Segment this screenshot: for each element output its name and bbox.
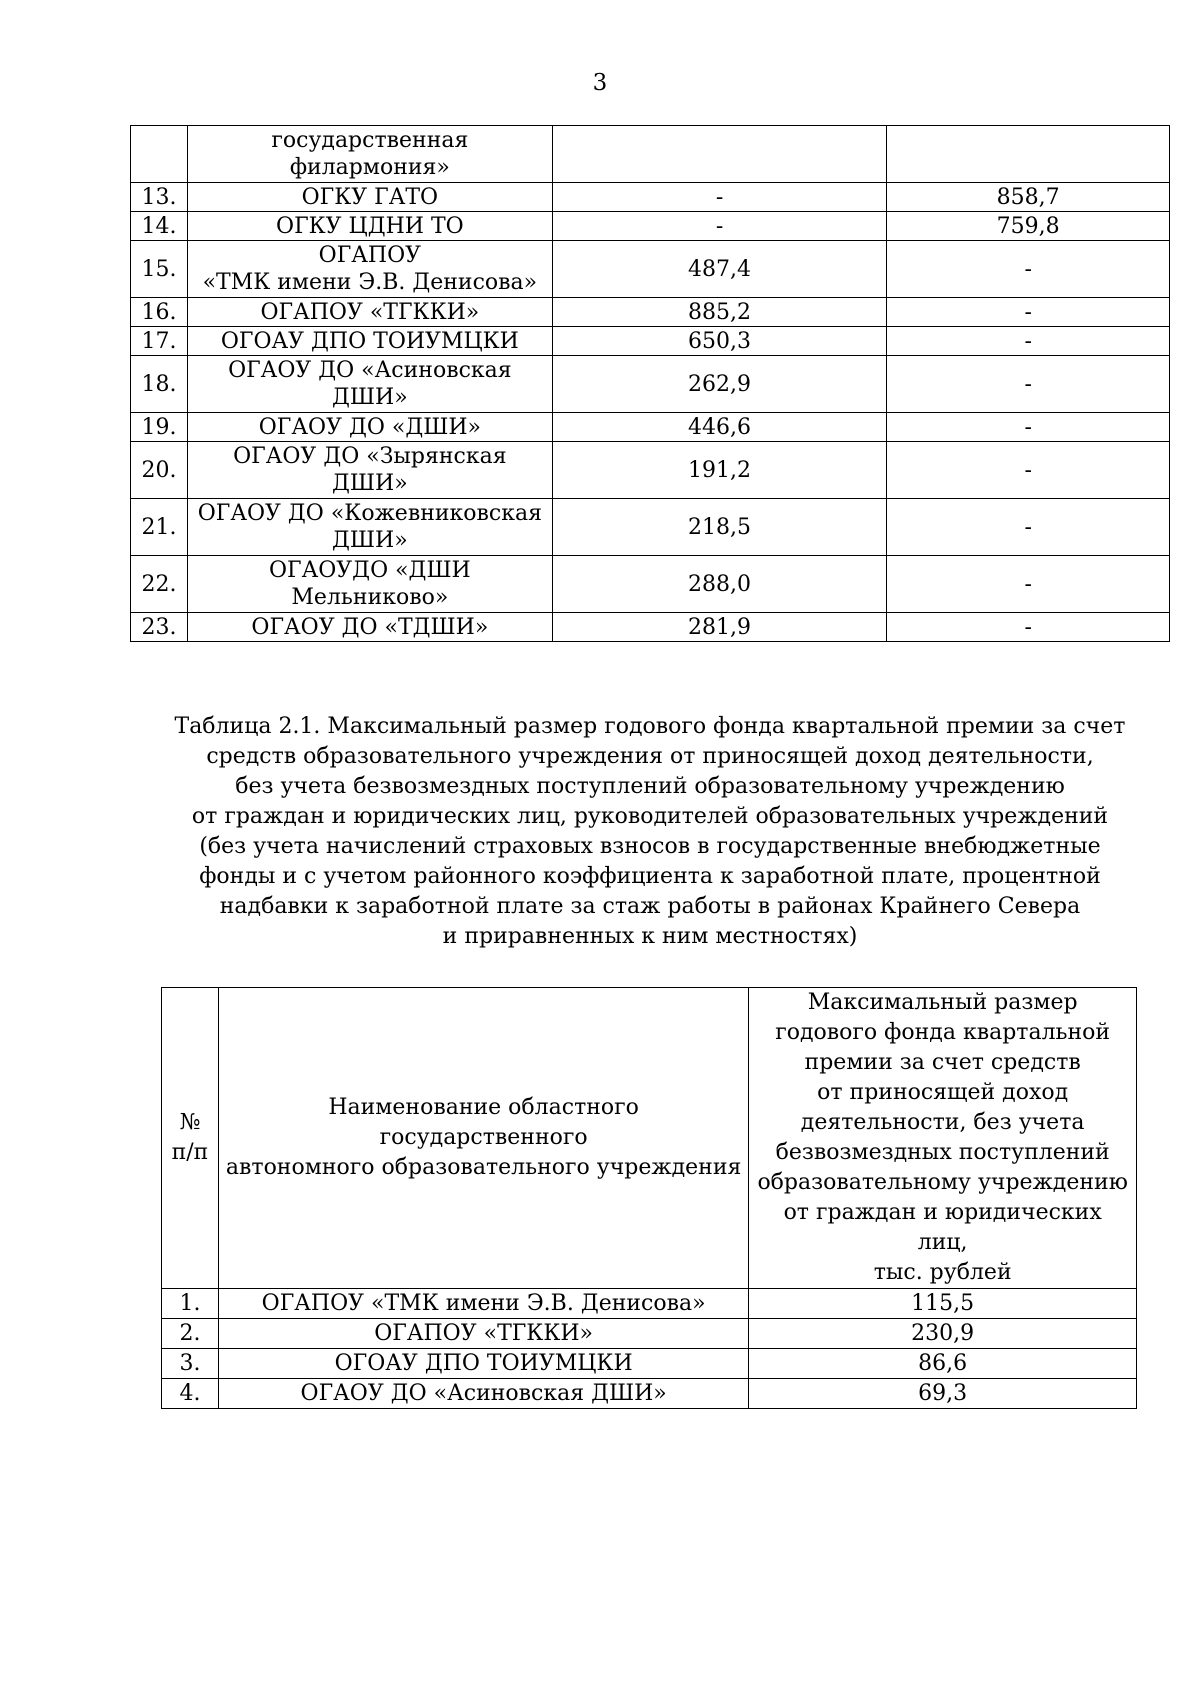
table-row bbox=[162, 1379, 1137, 1409]
row-number: 21. bbox=[131, 499, 188, 556]
institution-name: ОГАПОУ «ТГККИ» bbox=[218, 1319, 748, 1349]
institution-name bbox=[187, 298, 552, 327]
value-col-3: 191,2 bbox=[552, 442, 887, 499]
institution-name-line: ОГКУ ЦДНИ ТО bbox=[276, 213, 464, 239]
institution-name-line: ОГАОУДО «ДШИ bbox=[268, 558, 471, 583]
header-value-line: от граждан и юридических лиц, bbox=[783, 1200, 1102, 1255]
caption-line: средств образовательного учреждения от приносящей доход деятельности, bbox=[206, 744, 1094, 769]
institution-name bbox=[187, 356, 552, 413]
header-value-line: премии за счет средств bbox=[804, 1050, 1081, 1075]
institution-name-line: ОГОАУ ДПО ТОИУМЦКИ bbox=[220, 328, 519, 354]
row-number: 13. bbox=[131, 183, 188, 212]
institution-name-line: ОГАПОУ bbox=[318, 243, 422, 268]
header-value bbox=[749, 988, 1137, 1289]
value-col-3: 218,5 bbox=[552, 499, 887, 556]
institution-name-line: ДШИ» bbox=[332, 528, 408, 553]
value-col-3: 288,0 bbox=[552, 556, 887, 613]
row-number: 1. bbox=[162, 1289, 219, 1319]
institution-name bbox=[187, 442, 552, 499]
table-row bbox=[131, 183, 1170, 212]
bonus-fund-value: 115,5 bbox=[749, 1289, 1137, 1319]
row-number: 14. bbox=[131, 212, 188, 241]
caption-line: Таблица 2.1. Максимальный размер годового фонда квартальной премии за счет bbox=[174, 714, 1126, 739]
value-col-3: 487,4 bbox=[552, 241, 887, 298]
table-row bbox=[162, 1349, 1137, 1379]
row-number: 3. bbox=[162, 1349, 219, 1379]
institution-name bbox=[187, 327, 552, 356]
row-number: 22. bbox=[131, 556, 188, 613]
table-row bbox=[131, 413, 1170, 442]
institution-name bbox=[187, 613, 552, 642]
value-col-4: - bbox=[887, 613, 1170, 642]
header-value-line: деятельности, без учета bbox=[800, 1110, 1085, 1135]
row-number: 18. bbox=[131, 356, 188, 413]
value-col-3: 281,9 bbox=[552, 613, 887, 642]
institution-name-line: ДШИ» bbox=[332, 385, 408, 410]
value-col-3: 446,6 bbox=[552, 413, 887, 442]
institution-name bbox=[187, 499, 552, 556]
caption-line: надбавки к заработной плате за стаж работы в районах Крайнего Севера bbox=[219, 894, 1081, 919]
institution-name-line: ДШИ» bbox=[332, 471, 408, 496]
value-col-3: - bbox=[552, 212, 887, 241]
table-header-row bbox=[162, 988, 1137, 1289]
institution-name-line: ОГАОУ ДО «Зырянская bbox=[233, 444, 507, 469]
row-number: 20. bbox=[131, 442, 188, 499]
header-name-line: Наименование областного государственного bbox=[328, 1095, 639, 1150]
caption-line: и приравненных к ним местностях) bbox=[442, 924, 858, 949]
institution-name-line: филармония» bbox=[289, 155, 450, 180]
header-name bbox=[218, 988, 748, 1289]
row-number: 2. bbox=[162, 1319, 219, 1349]
bonus-fund-value: 69,3 bbox=[749, 1379, 1137, 1409]
quarterly-bonus-fund-table bbox=[161, 987, 1137, 1409]
value-col-4 bbox=[887, 126, 1170, 183]
value-col-4: - bbox=[887, 413, 1170, 442]
header-name-line: автономного образовательного учреждения bbox=[225, 1155, 742, 1180]
header-value-line: тыс. рублей bbox=[873, 1260, 1012, 1285]
caption-line: фонды и с учетом районного коэффициента к заработной плате, процентной bbox=[199, 864, 1101, 889]
institution-name-line: ОГАОУ ДО «ТДШИ» bbox=[251, 614, 489, 640]
value-col-4: - bbox=[887, 556, 1170, 613]
row-number bbox=[131, 126, 188, 183]
row-number: 23. bbox=[131, 613, 188, 642]
row-number: 4. bbox=[162, 1379, 219, 1409]
institution-name: ОГАПОУ «ТМК имени Э.В. Денисова» bbox=[218, 1289, 748, 1319]
header-value-line: от приносящей доход bbox=[817, 1080, 1069, 1105]
table-row bbox=[131, 212, 1170, 241]
value-col-4: 759,8 bbox=[887, 212, 1170, 241]
value-col-4: - bbox=[887, 298, 1170, 327]
bonus-fund-value: 230,9 bbox=[749, 1319, 1137, 1349]
institution-name-line: ОГКУ ГАТО bbox=[301, 184, 439, 210]
table-row bbox=[131, 126, 1170, 183]
institution-name-line: Мельниково» bbox=[291, 585, 449, 610]
row-number: 16. bbox=[131, 298, 188, 327]
table-row bbox=[131, 356, 1170, 413]
header-num-line: п/п bbox=[171, 1140, 209, 1165]
institution-name-line: государственная bbox=[271, 128, 469, 153]
value-col-4: - bbox=[887, 327, 1170, 356]
value-col-4: - bbox=[887, 241, 1170, 298]
table-row bbox=[162, 1319, 1137, 1349]
header-value-line: безвозмездных поступлений bbox=[775, 1140, 1110, 1165]
table-row bbox=[131, 556, 1170, 613]
table-row bbox=[131, 613, 1170, 642]
value-col-3 bbox=[552, 126, 887, 183]
institution-name bbox=[187, 241, 552, 298]
caption-line: (без учета начислений страховых взносов в государственные внебюджетные bbox=[199, 834, 1101, 859]
institution-name bbox=[187, 183, 552, 212]
institution-name-line: «ТМК имени Э.В. Денисова» bbox=[202, 270, 538, 295]
value-col-4: - bbox=[887, 442, 1170, 499]
institution-name: ОГАОУ ДО «Асиновская ДШИ» bbox=[218, 1379, 748, 1409]
header-value-line: Максимальный размер bbox=[807, 990, 1078, 1015]
value-col-3: 650,3 bbox=[552, 327, 887, 356]
value-col-4: - bbox=[887, 356, 1170, 413]
institution-name bbox=[187, 212, 552, 241]
table-row bbox=[131, 499, 1170, 556]
institution-name: ОГОАУ ДПО ТОИУМЦКИ bbox=[218, 1349, 748, 1379]
value-col-4: 858,7 bbox=[887, 183, 1170, 212]
institution-name-line: ОГАОУ ДО «Асиновская bbox=[228, 358, 512, 383]
institution-name bbox=[187, 556, 552, 613]
institutions-table-continued bbox=[130, 125, 1170, 642]
table-row bbox=[131, 298, 1170, 327]
institution-name-line: ОГАОУ ДО «ДШИ» bbox=[258, 414, 481, 440]
table-row bbox=[131, 327, 1170, 356]
institution-name-line: ОГАПОУ «ТГККИ» bbox=[260, 299, 480, 325]
value-col-3: - bbox=[552, 183, 887, 212]
value-col-4: - bbox=[887, 499, 1170, 556]
institution-name bbox=[187, 413, 552, 442]
table-row bbox=[131, 442, 1170, 499]
value-col-3: 262,9 bbox=[552, 356, 887, 413]
caption-line: от граждан и юридических лиц, руководителей образовательных учреждений bbox=[191, 804, 1109, 829]
row-number: 15. bbox=[131, 241, 188, 298]
row-number: 19. bbox=[131, 413, 188, 442]
table-row bbox=[162, 1289, 1137, 1319]
header-value-line: образовательному учреждению bbox=[757, 1170, 1128, 1195]
value-col-3: 885,2 bbox=[552, 298, 887, 327]
header-num-line: № bbox=[179, 1110, 201, 1135]
row-number: 17. bbox=[131, 327, 188, 356]
header-value-line: годового фонда квартальной bbox=[775, 1020, 1111, 1045]
header-num bbox=[162, 988, 219, 1289]
page-number: 3 bbox=[592, 70, 608, 96]
table-row bbox=[131, 241, 1170, 298]
bonus-fund-value: 86,6 bbox=[749, 1349, 1137, 1379]
institution-name bbox=[187, 126, 552, 183]
institution-name-line: ОГАОУ ДО «Кожевниковская bbox=[197, 501, 542, 526]
caption-line: без учета безвозмездных поступлений образовательному учреждению bbox=[235, 774, 1065, 799]
table-2-1-caption bbox=[130, 712, 1170, 952]
